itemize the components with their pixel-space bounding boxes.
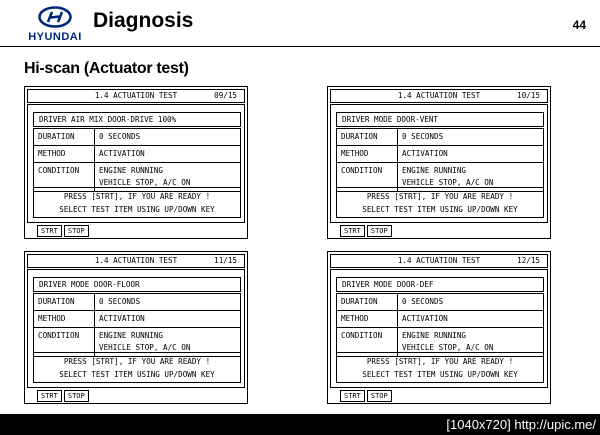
param-label: CONDITION bbox=[34, 163, 95, 192]
table-row bbox=[337, 294, 544, 311]
test-params-table bbox=[336, 293, 544, 357]
table-row bbox=[34, 129, 241, 146]
table-row bbox=[34, 146, 241, 163]
condition-line-2: VEHICLE STOP, A/C ON bbox=[402, 178, 494, 187]
actuation-screen-2 bbox=[327, 86, 551, 239]
instruction-line-1: PRESS [STRT], IF YOU ARE READY ! bbox=[63, 357, 211, 366]
condition-line-2: VEHICLE STOP, A/C ON bbox=[99, 343, 191, 352]
test-item-name: DRIVER MODE DOOR-DEF bbox=[342, 280, 434, 289]
param-label: CONDITION bbox=[34, 328, 95, 357]
image-size-watermark: [1040x720] http://upic.me/ bbox=[446, 417, 596, 432]
table-row bbox=[337, 129, 544, 146]
screen-header bbox=[330, 89, 548, 103]
stop-button[interactable]: STOP bbox=[64, 225, 89, 237]
screen-body bbox=[27, 104, 245, 223]
param-label: METHOD bbox=[337, 146, 398, 163]
param-label: DURATION bbox=[337, 129, 398, 146]
test-item-name: DRIVER MODE DOOR-FLOOR bbox=[39, 280, 140, 289]
test-params-table bbox=[33, 128, 241, 192]
param-value: 0 SECONDS bbox=[95, 129, 241, 146]
param-value: 0 SECONDS bbox=[95, 294, 241, 311]
instruction-line-2: SELECT TEST ITEM USING UP/DOWN KEY bbox=[362, 370, 518, 379]
param-value: 0 SECONDS bbox=[398, 294, 544, 311]
test-item-name-box bbox=[33, 112, 241, 127]
page-number: 44 bbox=[572, 18, 586, 32]
table-row bbox=[34, 294, 241, 311]
softkey-bar bbox=[37, 225, 91, 237]
param-value: ACTIVATION bbox=[398, 146, 544, 163]
section-subtitle: Hi-scan (Actuator test) bbox=[24, 60, 189, 77]
instruction-line-1: PRESS [STRT], IF YOU ARE READY ! bbox=[366, 357, 514, 366]
param-value: ACTIVATION bbox=[95, 146, 241, 163]
instruction-line-2: SELECT TEST ITEM USING UP/DOWN KEY bbox=[59, 370, 215, 379]
param-label: DURATION bbox=[34, 129, 95, 146]
instruction-line-2: SELECT TEST ITEM USING UP/DOWN KEY bbox=[59, 205, 215, 214]
test-params-table bbox=[33, 293, 241, 357]
header-divider bbox=[0, 46, 600, 47]
test-item-name-box bbox=[33, 277, 241, 292]
test-item-name: DRIVER MODE DOOR-VENT bbox=[342, 115, 439, 124]
param-label: CONDITION bbox=[337, 163, 398, 192]
stop-button[interactable]: STOP bbox=[367, 225, 392, 237]
param-label: DURATION bbox=[34, 294, 95, 311]
param-label: DURATION bbox=[337, 294, 398, 311]
condition-line-1: ENGINE RUNNING bbox=[402, 166, 467, 175]
screen-body bbox=[27, 269, 245, 388]
test-counter: 09/15 bbox=[214, 91, 237, 100]
page-title: Diagnosis bbox=[93, 9, 194, 32]
instruction-line-1: PRESS [STRT], IF YOU ARE READY ! bbox=[366, 192, 514, 201]
hyundai-emblem-icon bbox=[38, 6, 72, 28]
actuation-screen-4 bbox=[327, 251, 551, 404]
screen-title: 1.4 ACTUATION TEST bbox=[94, 91, 178, 100]
param-label: METHOD bbox=[34, 146, 95, 163]
start-button[interactable]: STRT bbox=[340, 390, 365, 402]
start-button[interactable]: STRT bbox=[37, 225, 62, 237]
screen-title: 1.4 ACTUATION TEST bbox=[94, 256, 178, 265]
param-value: ACTIVATION bbox=[398, 311, 544, 328]
condition-line-1: ENGINE RUNNING bbox=[402, 331, 467, 340]
test-item-name-box bbox=[336, 277, 544, 292]
start-button[interactable]: STRT bbox=[37, 390, 62, 402]
instruction-box bbox=[336, 352, 544, 383]
condition-line-1: ENGINE RUNNING bbox=[99, 166, 164, 175]
softkey-bar bbox=[340, 390, 394, 402]
actuation-screen-3 bbox=[24, 251, 248, 404]
stop-button[interactable]: STOP bbox=[64, 390, 89, 402]
hyundai-logo bbox=[18, 6, 92, 42]
param-value: ACTIVATION bbox=[95, 311, 241, 328]
table-row bbox=[337, 311, 544, 328]
param-label: METHOD bbox=[34, 311, 95, 328]
screen-title: 1.4 ACTUATION TEST bbox=[397, 91, 481, 100]
test-counter: 12/15 bbox=[517, 256, 540, 265]
param-value: 0 SECONDS bbox=[398, 129, 544, 146]
brand-name: HYUNDAI bbox=[28, 31, 82, 43]
test-counter: 10/15 bbox=[517, 91, 540, 100]
instruction-line-1: PRESS [STRT], IF YOU ARE READY ! bbox=[63, 192, 211, 201]
param-label: METHOD bbox=[337, 311, 398, 328]
screen-title: 1.4 ACTUATION TEST bbox=[397, 256, 481, 265]
screen-header bbox=[27, 254, 245, 268]
softkey-bar bbox=[37, 390, 91, 402]
table-row bbox=[34, 311, 241, 328]
condition-line-1: ENGINE RUNNING bbox=[99, 331, 164, 340]
test-item-name-box bbox=[336, 112, 544, 127]
param-label: CONDITION bbox=[337, 328, 398, 357]
screen-body bbox=[330, 269, 548, 388]
condition-line-2: VEHICLE STOP, A/C ON bbox=[402, 343, 494, 352]
test-params-table bbox=[336, 128, 544, 192]
condition-line-2: VEHICLE STOP, A/C ON bbox=[99, 178, 191, 187]
instruction-box bbox=[33, 352, 241, 383]
instruction-line-2: SELECT TEST ITEM USING UP/DOWN KEY bbox=[362, 205, 518, 214]
screen-body bbox=[330, 104, 548, 223]
screen-header bbox=[27, 89, 245, 103]
softkey-bar bbox=[340, 225, 394, 237]
table-row bbox=[337, 146, 544, 163]
screen-header bbox=[330, 254, 548, 268]
test-counter: 11/15 bbox=[214, 256, 237, 265]
start-button[interactable]: STRT bbox=[340, 225, 365, 237]
test-item-name: DRIVER AIR MIX DOOR-DRIVE 100% bbox=[39, 115, 177, 124]
instruction-box bbox=[33, 187, 241, 218]
stop-button[interactable]: STOP bbox=[367, 390, 392, 402]
actuation-screen-1 bbox=[24, 86, 248, 239]
instruction-box bbox=[336, 187, 544, 218]
